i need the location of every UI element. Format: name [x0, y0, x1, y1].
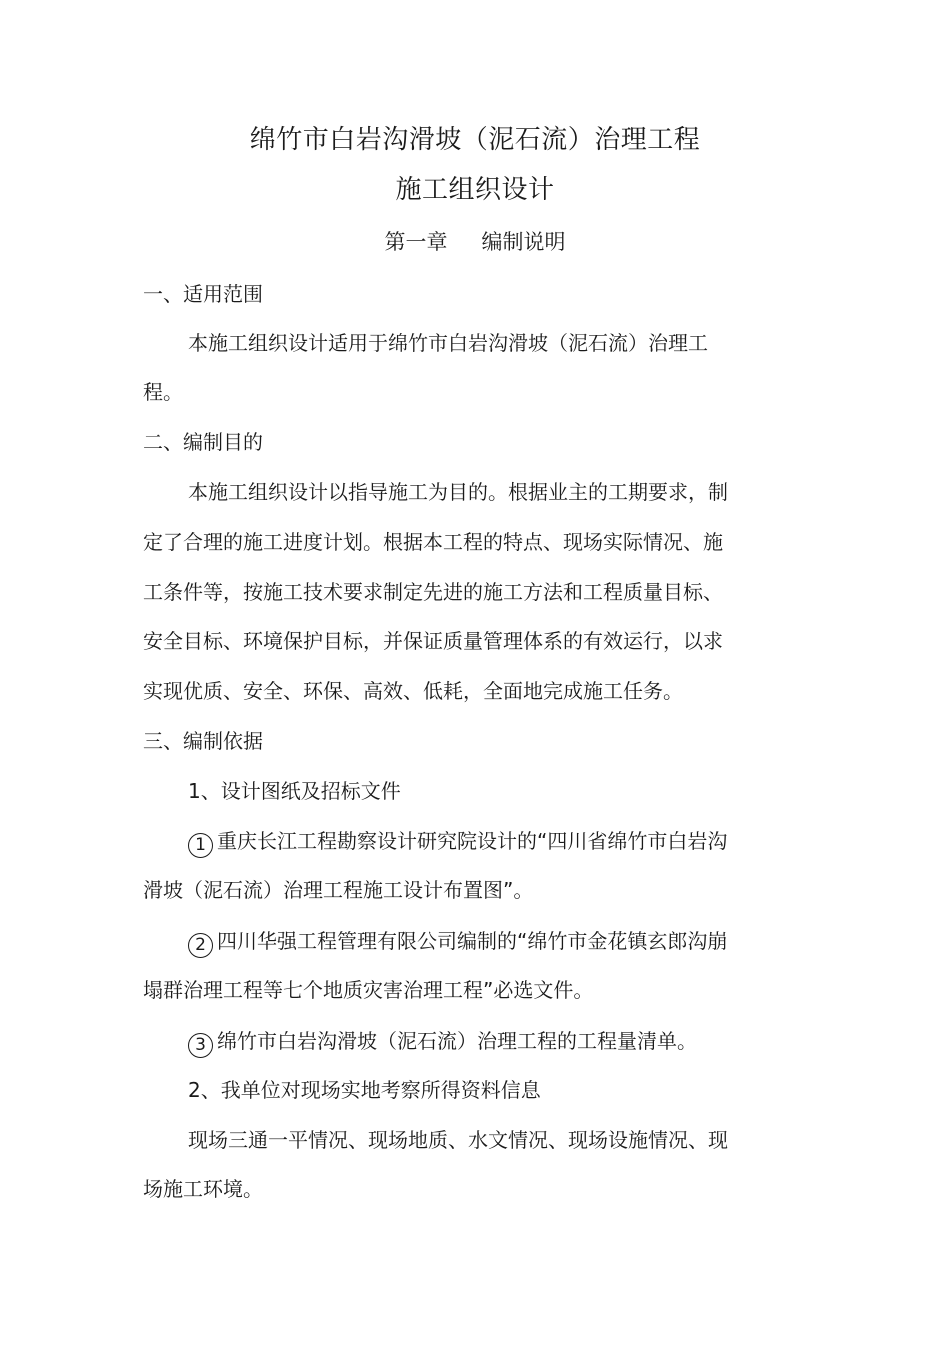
circled-number-icon: 3 [188, 1033, 213, 1058]
document-title: 绵竹市白岩沟滑坡（泥石流）治理工程 [249, 125, 701, 155]
circled-number-icon: 2 [188, 933, 213, 958]
section-heading: 一、适用范围 [143, 282, 263, 306]
chapter-heading [0, 229, 950, 255]
paragraph-line: 现场三通一平情况、现场地质、水文情况、现场设施情况、现 [188, 1128, 728, 1152]
section-heading: 三、编制依据 [143, 729, 263, 753]
paragraph-line: 塌群治理工程等七个地质灾害治理工程”必选文件。 [143, 978, 594, 1002]
paragraph-line: 定了合理的施工进度计划。根据本工程的特点、现场实际情况、施 [143, 530, 723, 554]
chapter-title: 编制说明 [481, 230, 566, 254]
document-subtitle: 施工组织设计 [395, 175, 555, 205]
paragraph-line: 滑坡（泥石流）治理工程施工设计布置图”。 [143, 878, 534, 902]
paragraph-line: 工条件等，按施工技术要求制定先进的施工方法和工程质量目标、 [143, 580, 723, 604]
subsection-heading: 2、我单位对现场实地考察所得资料信息 [188, 1078, 541, 1102]
list-item-text: 四川华强工程管理有限公司编制的“绵竹市金花镇玄郎沟崩 [217, 929, 728, 953]
subsection-heading: 1、设计图纸及招标文件 [188, 779, 401, 803]
paragraph-line: 实现优质、安全、环保、高效、低耗，全面地完成施工任务。 [143, 679, 683, 703]
paragraph-line: 场施工环境。 [143, 1177, 263, 1201]
paragraph-line: 本施工组织设计适用于绵竹市白岩沟滑坡（泥石流）治理工 [188, 331, 708, 355]
paragraph-line: 程。 [143, 380, 183, 404]
section-heading: 二、编制目的 [143, 430, 263, 454]
chapter-number: 第一章 [384, 230, 448, 254]
paragraph-line: 安全目标、环境保护目标，并保证质量管理体系的有效运行，以求 [143, 629, 723, 653]
list-item-text: 重庆长江工程勘察设计研究院设计的“四川省绵竹市白岩沟 [217, 829, 728, 853]
list-item [188, 828, 727, 858]
list-item-text: 绵竹市白岩沟滑坡（泥石流）治理工程的工程量清单。 [217, 1029, 697, 1053]
paragraph-line: 本施工组织设计以指导施工为目的。根据业主的工期要求，制 [188, 480, 728, 504]
list-item [188, 928, 727, 958]
list-item [188, 1028, 697, 1058]
circled-number-icon: 1 [188, 833, 213, 858]
